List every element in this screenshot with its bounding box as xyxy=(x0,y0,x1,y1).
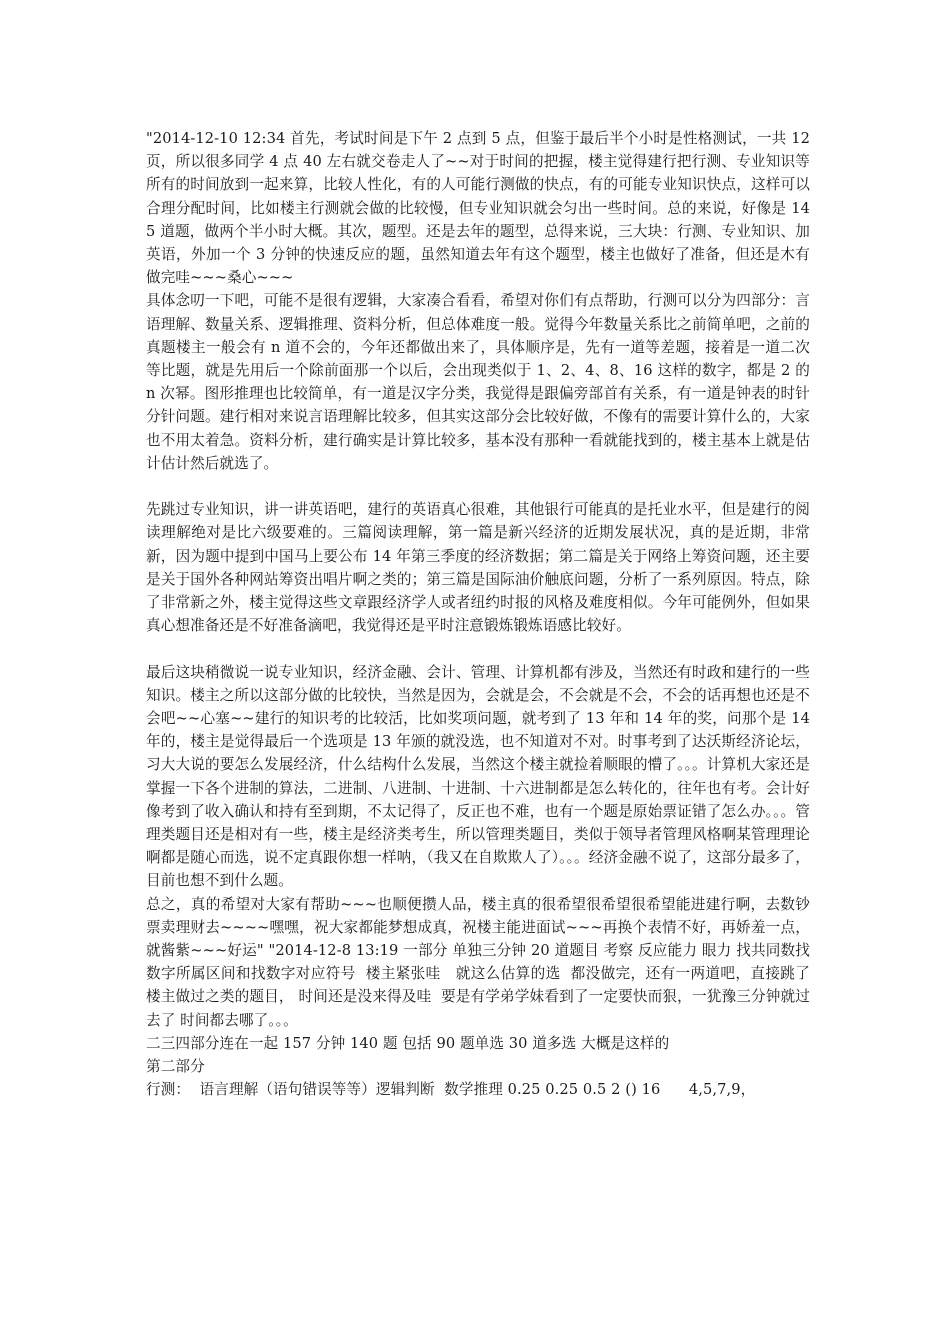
document-body xyxy=(146,127,815,1102)
paragraph-spacer xyxy=(146,475,810,498)
paragraph-summary: 总之，真的希望对大家有帮助~~~也顺便攒人品，楼主真的很希望很希望很希望能进建行啊，去数钞票卖理财去~~~~嘿嘿，祝大家都能梦想成真，祝楼主能进面试~~~再换个表情不好，再娇羞一点，就酱紫~~~好运" "2014-12-8 13:19 一部分 单独三分钟 20 道题目 考察 反应能力 眼力 找共同数找数字所属区间和找数字对应符号 楼主紧张哇 就这么估算的选 都没做完，还有一两道吧，直接跳了楼主做过之类的题目， 时间还是没来得及哇 要是有学弟学妹看到了一定要快而狠，一犹豫三分钟就过去了 时间都去哪了。。。 xyxy=(146,895,810,1029)
paragraph-sections-info: 二三四部分连在一起 157 分钟 140 题 包括 90 题单选 30 道多选 大概是这样的 xyxy=(146,1034,670,1052)
paragraph-aptitude-test: 具体念叨一下吧，可能不是很有逻辑，大家凑合看看，希望对你们有点帮助，行测可以分为四部分：言语理解、数量关系、逻辑推理、资料分析，但总体难度一般。觉得今年数量关系比之前简单吧，之前的真题楼主一般会有 n 道不会的，今年还都做出来了，具体顺序是，先有一道等差题，接着是一道二次等比题，就是先用后一个除前面那一个以后，会出现类似于 1、2、4、8、16 这样的数字，都是 2 的 n 次幂。图形推理也比较简单，有一道是汉字分类，我觉得是跟偏旁部首有关系，有一道是钟表的时针分针问题。建行相对来说言语理解比较多，但其实这部分会比较好做，不像有的需要计算什么的，大家也不用太着急。资料分析，建行确实是计算比较多，基本没有那种一看就能找到的，楼主基本上就是估计估计然后就选了。 xyxy=(146,292,815,472)
paragraph-part-two-heading: 第二部分 xyxy=(146,1058,205,1076)
paragraph-spacer xyxy=(146,637,810,660)
paragraph-professional-knowledge: 最后这块稍微说一说专业知识，经济金融、会计、管理、计算机都有涉及，当然还有时政和建行的一些知识。楼主之所以这部分做的比较快，当然是因为，会就是会，不会就是不会，不会的话再想也还是不会吧~~心塞~~建行的知识考的比较活，比如奖项问题，就考到了 13 年和 14 年的奖，问那个是 14 年的，楼主是觉得最后一个选项是 13 年颁的就没选，也不知道对不对。时事考到了达沃斯经济论坛，习大大说的要怎么发展经济，什么结构什么发展，当然这个楼主就捡着顺眼的懵了。。。计算机大家还是掌握一下各个进制的算法，二进制、八进制、十进制、十六进制都是怎么转化的，往年也有考。会计好像考到了收入确认和持有至到期，不太记得了，反正也不难，也有一个题是原始票证错了怎么办。。。管理类题目还是相对有一些，楼主是经济类考生，所以管理类题目，类似于领导者管理风格啊某管理理论啊都是随心而选，说不定真跟你想一样呐，（我又在自欺欺人了）。。。经济金融不说了，这部分最多了，目前也想不到什么题。 xyxy=(146,663,815,890)
paragraph-exam-overview: "2014-12-10 12:34 首先，考试时间是下午 2 点到 5 点，但鉴于最后半个小时是性格测试，一共 12 页，所以很多同学 4 点 40 左右就交卷走人了~~对于时间的把握，楼主觉得建行把行测、专业知识等所有的时间放到一起来算，比较人性化，有的人可能行测做的快点，有的可能专业知识快点，这样可以合理分配时间，比如楼主行测就会做的比较慢，但专业知识就会匀出一些时间。总的来说，好像是 145 道题，做两个半小时大概。其次，题型。还是去年的题型，总得来说，三大块：行测、专业知识、加英语，外加一个 3 分钟的快速反应的题，虽然知道去年有这个题型，楼主也做好了准备，但还是木有做完哇~~~桑心~~~ xyxy=(146,130,815,287)
paragraph-aptitude-line: 行测： 语言理解（语句错误等等）逻辑判断 数学推理 0.25 0.25 0.5 2 () 16 4,5,7,9， xyxy=(146,1081,756,1099)
paragraph-english: 先跳过专业知识，讲一讲英语吧，建行的英语真心很难，其他银行可能真的是托业水平，但是建行的阅读理解绝对是比六级要难的。三篇阅读理解，第一篇是新兴经济的近期发展状况，真的是近期，非常新，因为题中提到中国马上要公布 14 年第三季度的经济数据；第二篇是关于网络上筹资问题，还主要是关于国外各种网站筹资出唱片啊之类的；第三篇是国际油价触底问题，分析了一系列原因。特点，除了非常新之外，楼主觉得这些文章跟经济学人或者纽约时报的风格及难度相似。今年可能例外，但如果真心想准备还是不好准备滴吧，我觉得还是平时注意锻炼锻炼语感比较好。 xyxy=(146,501,810,635)
